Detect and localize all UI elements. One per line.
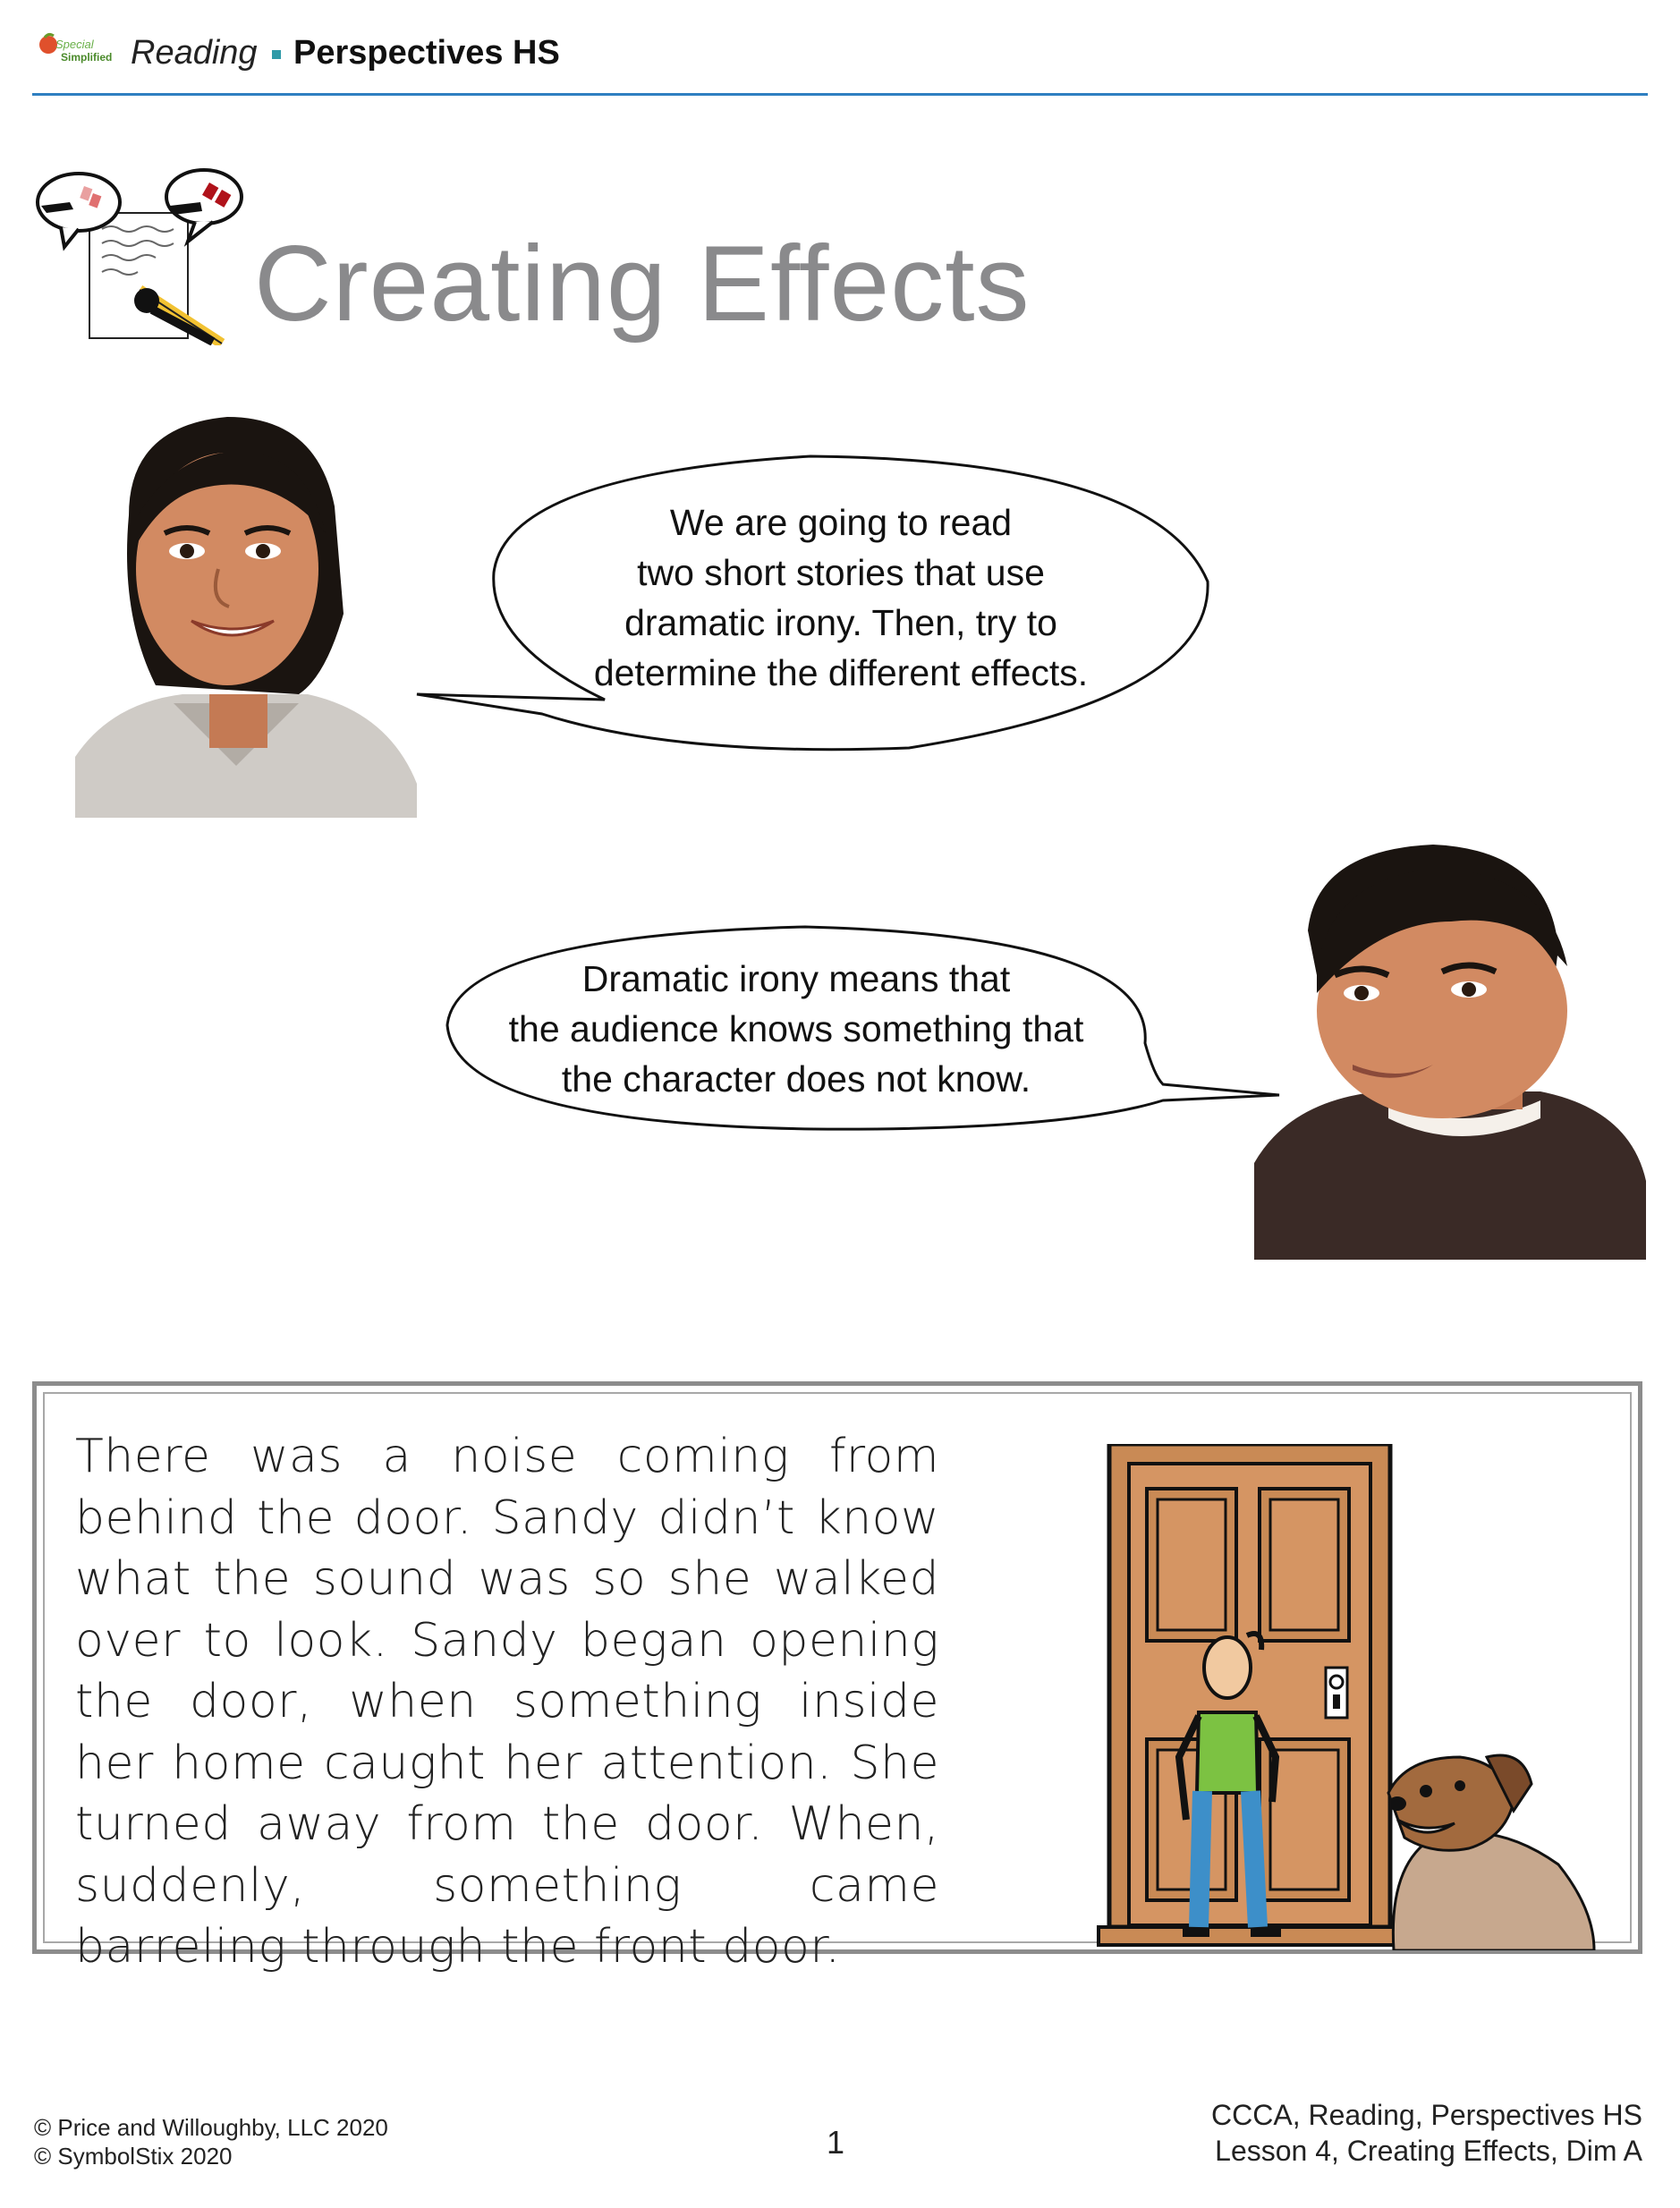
header-separator [272,50,281,59]
writing-effects-icon [34,166,258,345]
page-number: 1 [827,2124,845,2161]
bubble-text-student [456,954,1136,1104]
lesson-line: CCCA, Reading, Perspectives HS [1211,2099,1642,2131]
bubble-line: Dramatic irony means that [581,958,1011,999]
door-scene-illustration [1093,1444,1612,1950]
bubble-line: We are going to read [669,502,1013,543]
copyright [34,2113,388,2170]
bubble-line: dramatic irony. Then, try to [624,602,1057,643]
copyright-line: © SymbolStix 2020 [34,2143,233,2170]
dog-icon [1388,1755,1594,1950]
page-title: Creating Effects [254,224,1031,344]
bubble-line: the character does not know. [561,1058,1031,1100]
teacher-avatar [75,408,417,818]
svg-text:Special: Special [55,38,94,51]
lesson-info [1073,2097,1642,2169]
lesson-line: Lesson 4, Creating Effects, Dim A [1215,2135,1642,2167]
header-rule [32,93,1648,96]
copyright-line: © Price and Willoughby, LLC 2020 [34,2114,388,2141]
course-label: Perspectives HS [293,34,560,72]
svg-text:Simplified: Simplified [61,51,113,64]
story-text: There was a noise coming from behind the door. Sandy didn’t know what the sound was so she walked over to look. Sandy began opening the door, when something inside her home caught her attention. She turned away from the door. When, suddenly, something came barreling through the front door. [75,1430,939,1974]
student-avatar [1254,841,1646,1260]
bubble-line: determine the different effects. [593,652,1089,693]
bubble-text-teacher [555,497,1127,698]
subject-label: Reading [131,34,258,72]
logo-icon [36,32,116,66]
bubble-line: two short stories that use [637,552,1045,593]
bubble-line: the audience knows something that [508,1008,1084,1049]
